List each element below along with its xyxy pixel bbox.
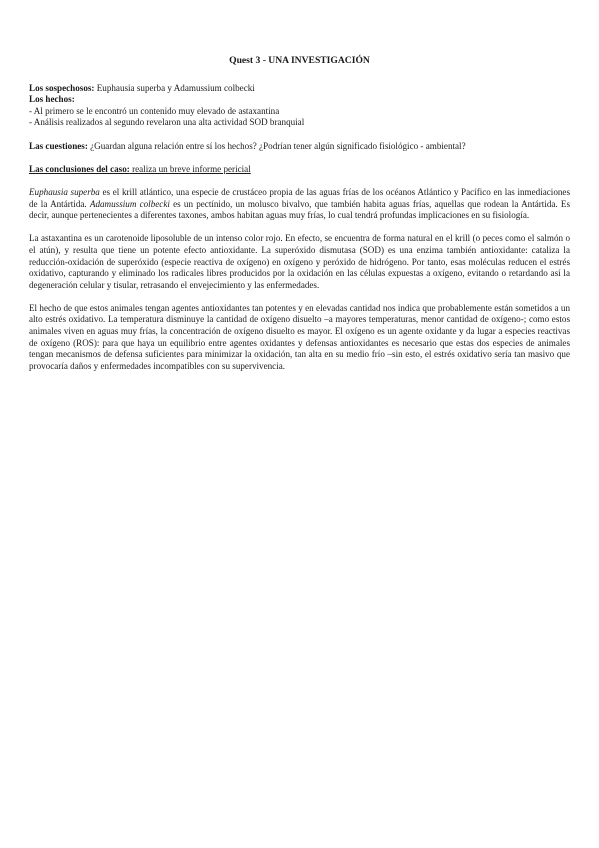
suspects-text: Euphausia superba y Adamussium colbecki <box>94 82 255 93</box>
fact-item: - Análisis realizados al segundo revelaron una alta actividad SOD branquial <box>29 117 305 128</box>
questions-text: ¿Guardan alguna relación entre sí los hechos? ¿Podrían tener algún significado fisiológico - ambiental? <box>87 140 466 151</box>
suspects-line <box>29 83 570 95</box>
species-name-krill: Euphausia superba <box>29 186 100 197</box>
document-title: Quest 3 - UNA INVESTIGACIÓN <box>229 55 370 66</box>
conclusions-label: Las conclusiones del caso: <box>29 163 130 174</box>
questions-label: Las cuestiones: <box>29 140 88 151</box>
fact-item: - Al primero se le encontró un contenido muy elevado de astaxantina <box>29 105 280 116</box>
suspects-section <box>29 83 570 129</box>
paragraph-antioxidants: La astaxantina es un carotenoide liposoluble de un intenso color rojo. En efecto, se encuentra de forma natural en el krill (o peces como el salmón o el atún), y resulta que tiene un potente efecto antioxidante. La superóxido dismutasa (SOD) es una enzima también antioxidante: cataliza la reducción-oxidación de superóxido (especie reactiva de oxígeno) en oxígeno y peróxido de hidrógeno. Por tanto, esas moléculas reducen el estrés oxidativo, capturando y eliminado los radicales libres producidos por la oxidación en las células expuestas a oxígeno, evitando o retardando así la degeneración celular y tisular, retrasando el envejecimiento y las enfermedades. <box>29 233 570 290</box>
conclusions-text: realiza un breve informe pericial <box>129 163 251 174</box>
paragraph-oxidative-stress: El hecho de que estos animales tengan agentes antioxidantes tan potentes y en elevadas cantidad nos indica que probablemente están sometidos a un alto estrés oxidativo. La temperatura disminuye la cantidad de oxígeno disuelto –a mayores temperaturas, menor cantidad de oxígeno-; como estos animales viven en aguas muy frías, la concentración de oxígeno disuelto es mayor. El oxígeno es un agente oxidante y da lugar a especies reactivas de oxígeno (ROS): para que haya un equilibrio entre agentes oxidantes y defensas antioxidantes es necesario que estas dos especies de animales tengan mecanismos de defensa suficientes para minimizar la oxidación, tan alta en su medio frío –sin esto, el estrés oxidativo sería tan masivo que provocaría daños y enfermedades incompatibles con su supervivencia. <box>29 302 570 371</box>
facts-label: Los hechos: <box>29 94 75 105</box>
conclusions-heading <box>29 164 570 176</box>
species-name-scallop: Adamussium colbecki <box>89 198 170 209</box>
suspects-label: Los sospechosos: <box>29 82 95 93</box>
paragraph-species: Euphausia superba es el krill atlántico, una especie de crustáceo propia de las aguas frías de los océanos Atlántico y Pacífico en las inmediaciones de la Antártida. Adamussium colbecki es un pectínido, un molusco bivalvo, que también habita aguas frías, aquellas que rodean la Antártida. Es decir, aunque pertenecientes a diferentes taxones, ambos habitan aguas muy frías, lo cual tendrá profundas implicaciones en su fisiología. <box>29 186 570 221</box>
questions-section <box>29 141 570 153</box>
